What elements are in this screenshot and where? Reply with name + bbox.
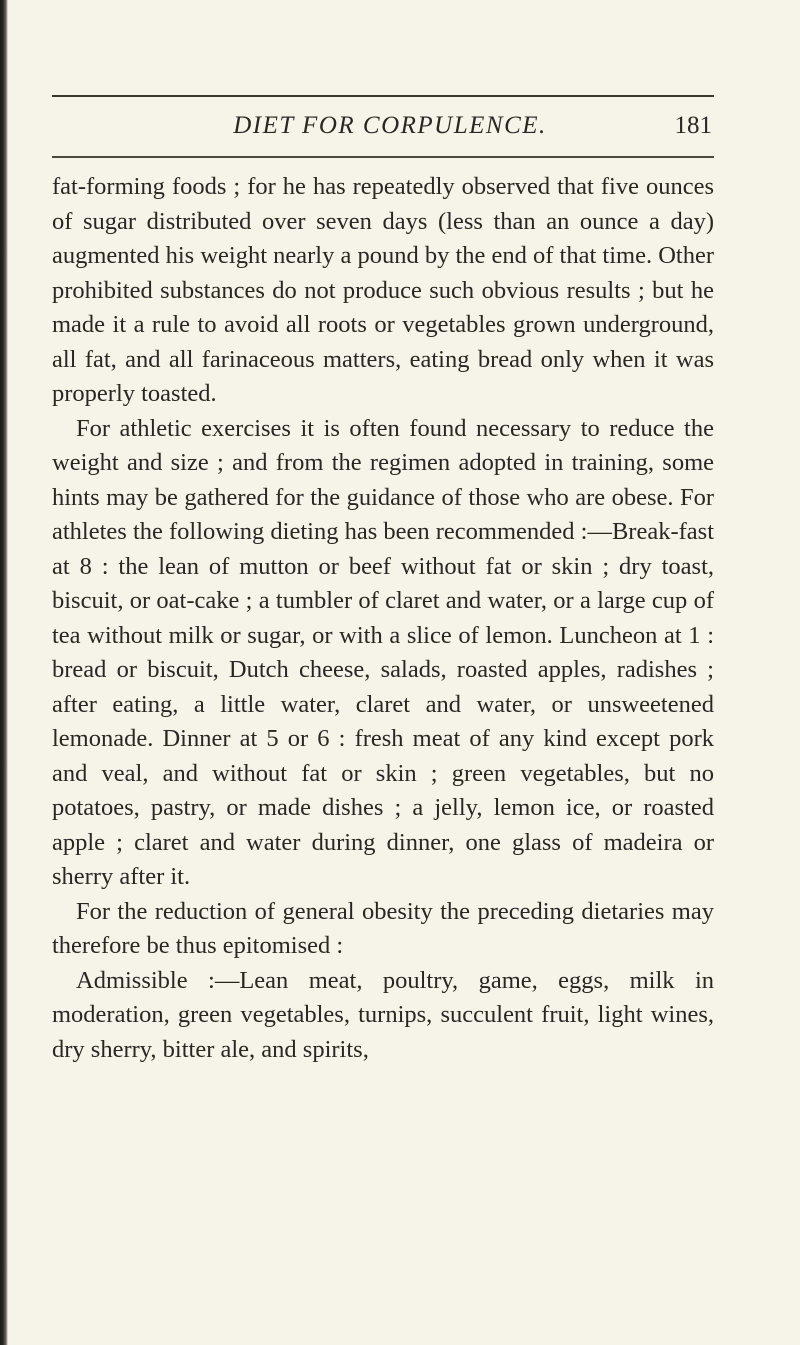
top-rule	[52, 95, 714, 97]
body-text	[52, 170, 714, 1067]
paragraph: Admissible :—Lean meat, poultry, game, eggs, milk in moderation, green vegetables, turnips, succulent fruit, light wines, dry sherry, bitter ale, and spirits,	[52, 966, 714, 1063]
page-number: 181	[674, 112, 712, 139]
paragraph: fat-forming foods ; for he has repeatedly observed that five ounces of sugar distributed over seven days (less than an ounce a day) augmented his weight nearly a pound by the end of that time. Other prohibited substances do not produce such obvious results ; but he made it a rule to avoid all roots or vegetables grown underground, all fat, and all farinaceous matters, eating bread only when it was properly toasted.	[52, 173, 715, 407]
running-title: DIET FOR CORPULENCE.	[233, 112, 547, 139]
page-binding-edge	[0, 0, 8, 1345]
paragraph: For the reduction of general obesity the preceding dietaries may therefore be thus epitomised :	[52, 897, 714, 959]
page-header	[0, 109, 800, 143]
paragraph: For athletic exercises it is often found necessary to reduce the weight and size ; and from the regimen adopted in training, some hints may be gathered for the guidance of those who are obese. For athletes the following dieting has been recommended :—Break-fast at 8 : the lean of mutton or beef without fat or skin ; dry toast, biscuit, or oat-cake ; a tumbler of claret and water, or a large cup of tea without milk or sugar, or with a slice of lemon. Luncheon at 1 : bread or biscuit, Dutch cheese, salads, roasted apples, radishes ; after eating, a little water, claret and water, or unsweetened lemonade. Dinner at 5 or 6 : fresh meat of any kind except pork and veal, and without fat or skin ; green vegetables, but no potatoes, pastry, or made dishes ; a jelly, lemon ice, or roasted apple ; claret and water during dinner, one glass of madeira or sherry after it.	[52, 414, 714, 890]
header-rule	[52, 156, 714, 158]
